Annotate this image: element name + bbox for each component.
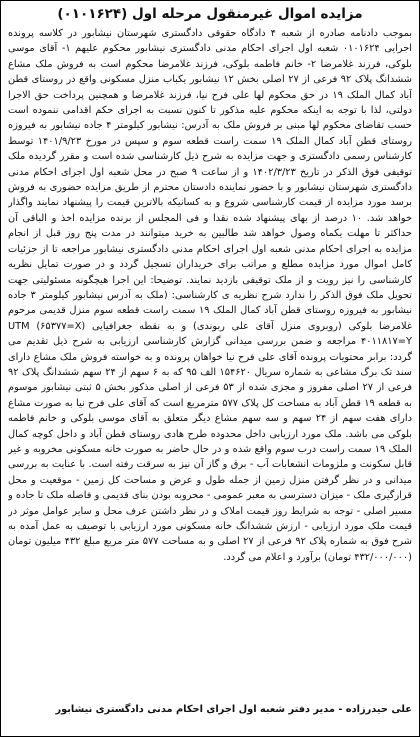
notice-body-paragraph: بموجب دادنامه صادره از شعبه ۴ دادگاه حقوقی دادگستری شهرستان نیشابور در کلاسه پرونده اجرایی ۰۱۰۱۶۲۴ شعبه اول اجرای احکام مدنی دادگستری نیشابور محکوم علیهم ۱- آقای موسی بلوکی، فرزند غلامرضا ۲- خانم فاطمه بلوکی، فرزند غلامرضا محکوم است به فروش ملک مشاع ششدانگ پلاک ۹۲ فرعی از ۲۷ اصلی بخش ۱۲ نیشابور یکباب منزل مسکونی واقع در روستای قطن آباد کمال الملک ۱۹ در حق محکوم لها علی فرح نیا، فرزند غلامرضا و همچنین پرداخت حق الاجرا دولتی، لذا با توجه به اینکه محکوم علیه مذکور تا کنون نسبت به اجرای حکم اقدامی ننموده است حسب تقاضای محکوم لها مبنی بر فروش ملک به آدرس: نیشابور کیلومتر ۴ جاده نیشابور به فیروزه روستای قطن آباد کمال الملک ۱۹ سمت راست قطعه سوم و سپس در مورخ ۱۴۰۱/۹/۲۳ توسط کارشناس رسمی دادگستری و جهت مزایده به شرح ذیل کارشناسی شده است و مقرر گردیده ملک توقیفی فوق الذکر در تاریخ ۱۴۰۲/۳/۲۳ و از ساعت ۹ صبح در محل شعبه اول اجرای احکام مدنی دادگستری شهرستان نیشابور و با حضور نماینده دادستان محترم از طریق مزایده حضوری به فروش برسد مورد مزایده از قیمت کارشناسی شروع و به کسانیکه بالاترین قیمت را پیشنهاد نمایند واگذار خواهد شد. ۱۰ درصد از بهای پیشنهاد شده نقدا و فی المجلس از برنده مزایده اخذ و الباقی آن حداکثر تا مهلت یکماه وصول خواهد شد طالبین به خرید میتوانند در مدت پنج روز قبل از انجام مزایده به اجرای احکام مدنی شعبه اول اجرای احکام مدنی دادگستری نیشابور مراجعه تا از جزئیات کامل اموال مورد مزایده مطلع و مراتب برای خریداران تسجیل گردد و در صورت تمایل نظریه کارشناسی را نیز رویت و از ملک توقیفی بازدید نمایند. توضیحا: این اجرا هیچگونه مسئولیتی جهت تحویل ملک فوق الذکر را ندارد شرح نظریه ی کارشناسی: (ملک به آدرس نیشابور کیلومتر ۳ جاده نیشابور به فیروزه روستای قطن آباد کمال الملک ۱۹ سمت راست قطعه سوم منزل قدیمی مرحوم غلامرضا بلوکی (روبروی منزل آقای علی ربوندی) و به نقطه جغرافیایی (UTM (۶۵۳۷۷=X ۴۰۱۱۸۱۷=Y مراجعه و ضمن بررسی میدانی گزارش کارشناسی ارزیابی به شرح ذیل تقدیم می گردد: برابر محتویات پرونده آقای علی فرح نیا خواهان پرونده و به خواسته فروش ملک مشاع دارای سند تک برگ مشاعی به شماره سریال ۱۵۴۶۲۰ الف ۹۵ که به ۶ سهم از ۲۴ سهم ششدانگ پلاک ۹۲ فرعی از ۲۷ اصلی مفروز و مجزی شده از ۵۳ فرعی از اصلی مذکور بخش ۵ ثبتی نیشابور موسوم به قطعه ۱۹ قطن آباد به مساحت کل پلاک ۵۷۷ مترمربع است که آقای علی فرح نیا به صورت مشاع دارای هفت سهم از ۲۴ سهم و سه سهم مشاع دیگر متعلق به آقای موسی بلوکی و خانم فاطمه بلوکی می باشد. ملک مورد ارزیابی داخل محدوده طرح هادی روستای قطن آباد و داخل کوچه کمال الملک ۱۹ سمت راست درب سوم واقع شده و در حال حاضر به صورت خانه مسکونی مخروبه و غیر قابل سکونت و ملزومات انشعابات آب - برق و گاز آن نیز به سرقت رفته است. با عنایت به بررسی میدانی و در نظر گرفتن منزل زمین از جمله طول و عرض و مساحت کل زمین - موقعیت و محل قرارگیری ملک - میزان دسترسی به معبر عمومی - محروبه بودن بنای قدیمی و فاصله ملک تا جاده و مسیر اصلی - توجه به شرایط روز قیمت املاک و در نظر داشتن عرف محل و سایر عوامل موثر در قیمت ملک مورد ارزیابی - ارزش ششدانگ خانه مسکونی مورد ارزیابی با توصیف به عمل آمده به شرح فوق به شماره پلاک ۹۲ فرعی از ۲۷ اصلی و به مساحت ۵۷۷ متر مربع مبلغ ۴۳۲ میلیون تومان (۴۳۲/۰۰۰/۰۰۰ تومان) برآورد و اعلام می گردد. xyxy=(8,28,412,563)
notice-title: مزایده اموال غیرمنقول مرحله اول (۰۱۰۱۶۲۴) xyxy=(57,6,363,22)
notice-body xyxy=(8,26,412,702)
notice-signature: علی حیدرزاده - مدیر دفتر شعبه اول اجرای احکام مدنی دادگستری نیشابور xyxy=(55,704,412,715)
